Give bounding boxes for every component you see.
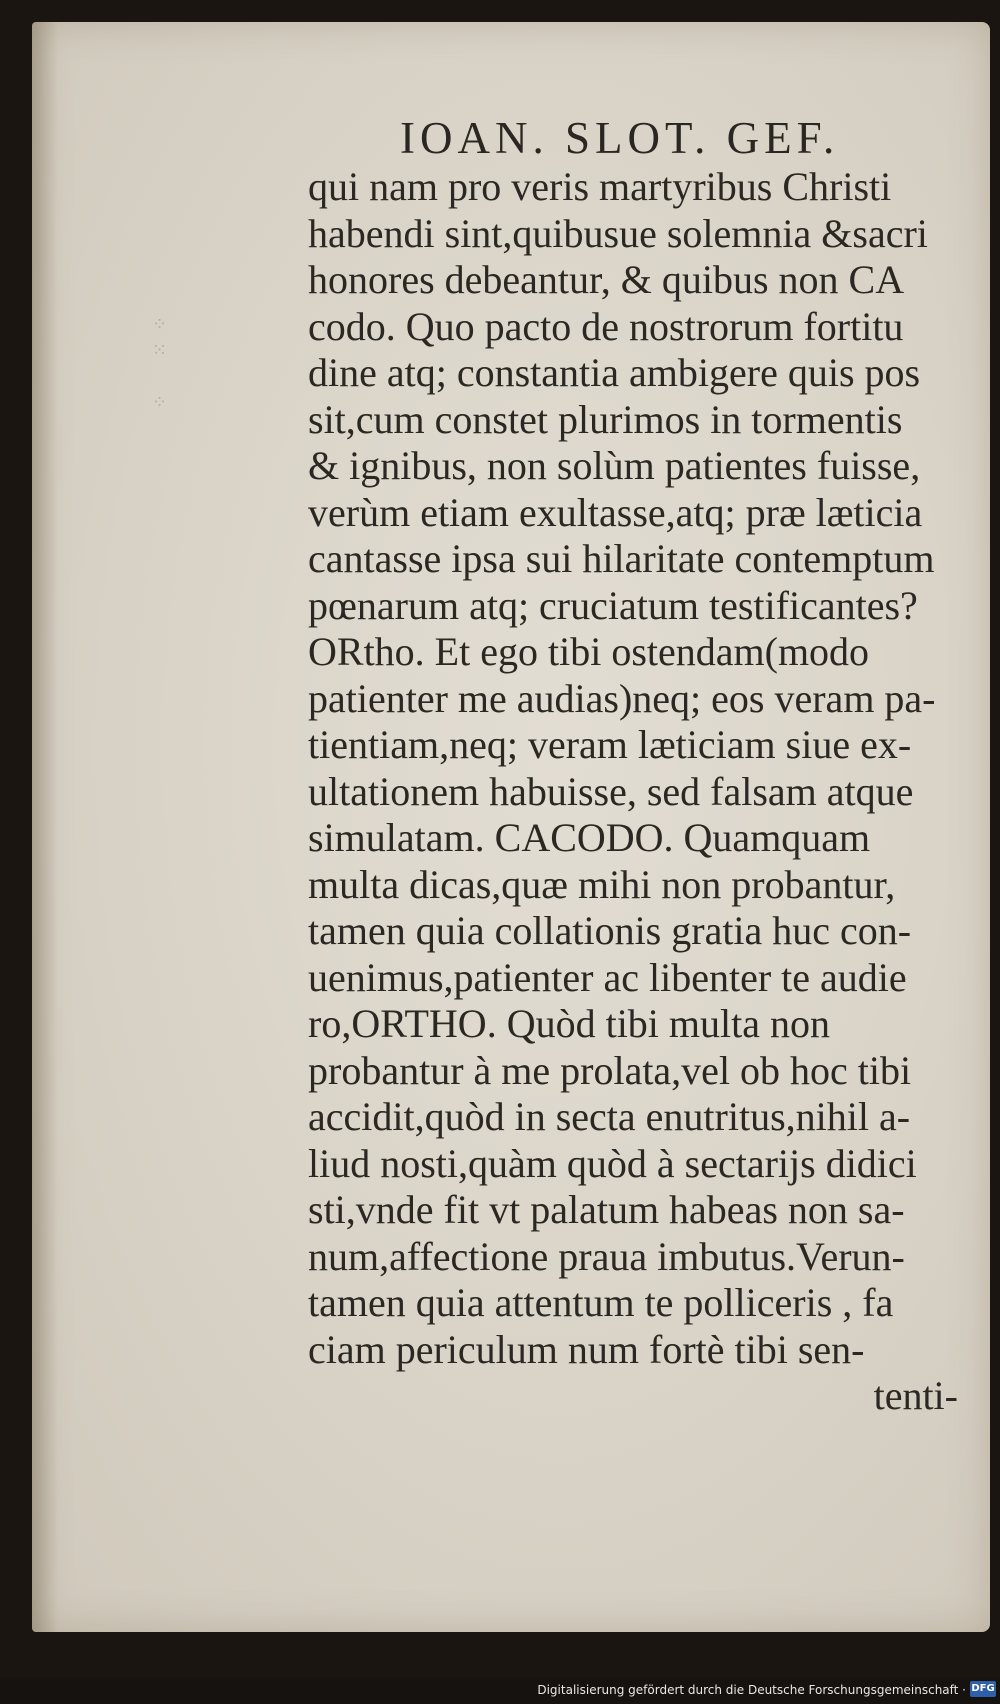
text-line: sti,vnde fit vt palatum habeas non sa- [308,1187,905,1232]
text-line: accidit,quòd in secta enutritus,nihil a- [308,1094,911,1139]
bleed-through-marks: ⁘ ⁙ ⁘ [152,314,170,413]
text-line: qui nam pro veris martyribus Christi [308,164,892,209]
text-line: habendi sint,quibusue solemnia &sacri [308,210,928,256]
running-head: IOAN. SLOT. GEF. [400,113,840,163]
text-line: & ignibus, non solùm patientes fuisse, [308,443,921,488]
text-line: multa dicas,quæ mihi non probantur, [308,861,896,907]
catchword: tenti- [873,1373,958,1418]
text-line: simulatam. CACODO. Quamquam [308,815,871,860]
text-line: ciam periculum num fortè tibi sen- [308,1326,865,1372]
text-line: probantur à me prolata,vel ob hoc tibi [308,1047,912,1093]
text-line: codo. Quo pacto de nostrorum fortitu [308,303,904,349]
text-line: honores debeantur, & quibus non CA [308,257,905,302]
footer-bar [0,1678,1000,1704]
text-line: ORtho. Et ego tibi ostendam(modo [308,629,870,674]
page-gutter-shadow [32,22,58,1632]
text-line: num,affectione praua imbutus.Verun- [308,1233,905,1279]
text-line: pœnarum atq; cruciatum testificantes? [308,582,918,628]
text-line: patienter me audias)neq; eos veram pa- [308,675,936,721]
text-line: tientiam,neq; veram læticiam siue ex- [308,722,912,767]
text-line: verùm etiam exultasse,atq; præ læticia [308,489,923,535]
funding-credit: Digitalisierung gefördert durch die Deutsche Forschungsgemeinschaft · [537,1683,966,1697]
text-line: liud nosti,quàm quòd à sectarijs didici [308,1140,917,1186]
text-line: dine atq; constantia ambigere quis pos [308,350,921,395]
body-text [308,164,958,1420]
text-line: uenimus,patienter ac libenter te audie [308,954,907,1000]
text-line: cantasse ipsa sui hilaritate contemptum [308,536,935,581]
dfg-logo: DFG [970,1681,996,1697]
text-line: tamen quia collationis gratia huc con- [308,908,912,953]
text-line: ultationem habuisse, sed falsam atque [308,768,914,814]
text-line: sit,cum constet plurimos in tormentis [308,396,903,442]
text-line: ro,ORTHO. Quòd tibi multa non [308,1001,831,1046]
text-line: tamen quia attentum te polliceris , fa [308,1280,894,1325]
